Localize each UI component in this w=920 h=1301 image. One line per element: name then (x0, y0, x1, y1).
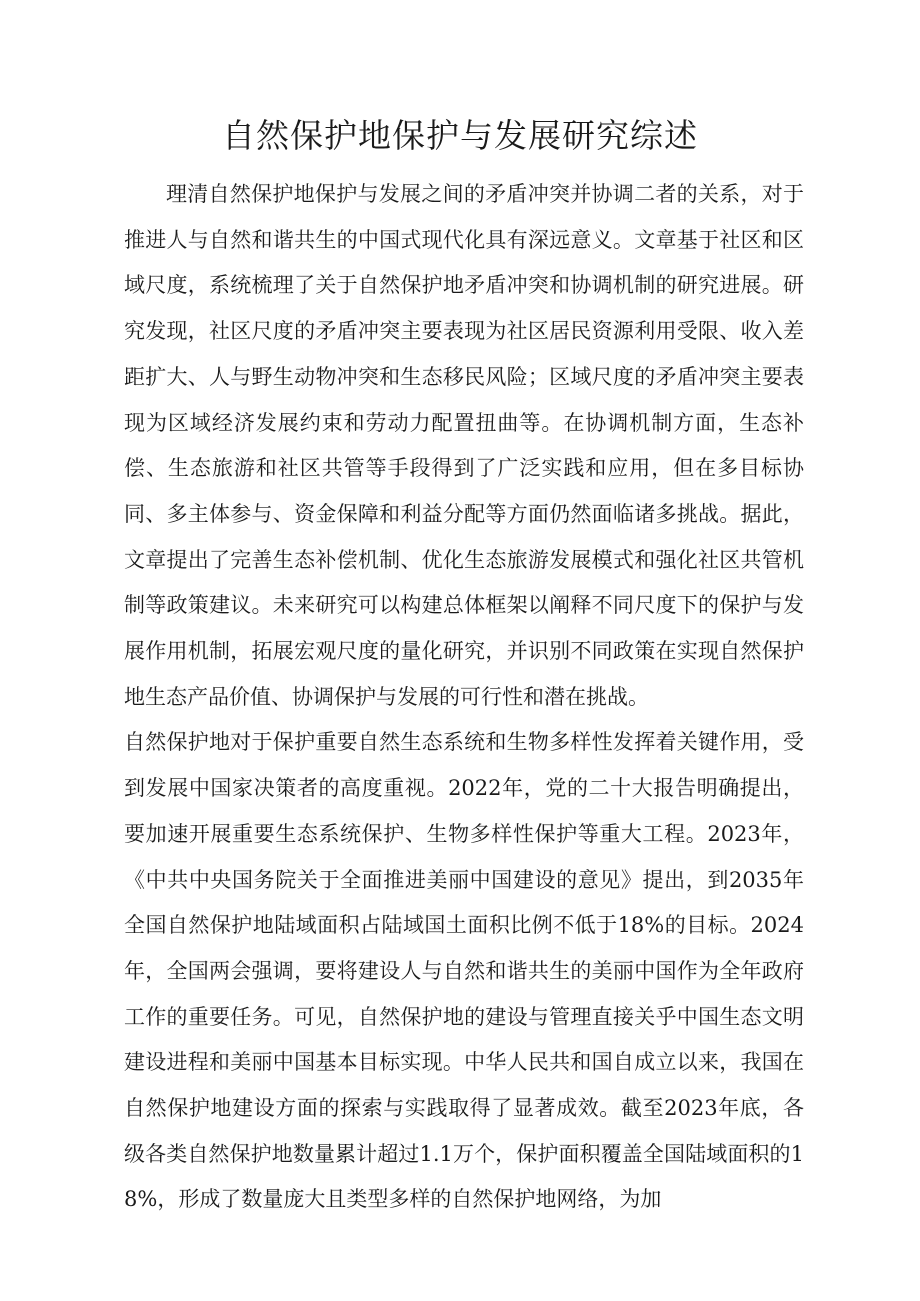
document-title: 自然保护地保护与发展研究综述 (222, 116, 698, 155)
document-body (124, 172, 804, 1223)
abstract-paragraph: 理清自然保护地保护与发展之间的矛盾冲突并协调二者的关系，对于推进人与自然和谐共生的中国式现代化具有深远意义。文章基于社区和区域尺度，系统梳理了关于自然保护地矛盾冲突和协调机制的研究进展。研究发现，社区尺度的矛盾冲突主要表现为社区居民资源利用受限、收入差距扩大、人与野生动物冲突和生态移民风险；区域尺度的矛盾冲突主要表现为区域经济发展约束和劳动力配置扭曲等。在协调机制方面，生态补偿、生态旅游和社区共管等手段得到了广泛实践和应用，但在多目标协同、多主体参与、资金保障和利益分配等方面仍然面临诸多挑战。据此，文章提出了完善生态补偿机制、优化生态旅游发展模式和强化社区共管机制等政策建议。未来研究可以构建总体框架以阐释不同尺度下的保护与发展作用机制，拓展宏观尺度的量化研究，并识别不同政策在实现自然保护地生态产品价值、协调保护与发展的可行性和潜在挑战。 (124, 182, 804, 709)
intro-paragraph: 自然保护地对于保护重要自然生态系统和生物多样性发挥着关键作用，受到发展中国家决策者的高度重视。2022年，党的二十大报告明确提出，要加速开展重要生态系统保护、生物多样性保护等重大工程。2023年，《中共中央国务院关于全面推进美丽中国建设的意见》提出，到2035年全国自然保护地陆域面积占陆域国土面积比例不低于18%的目标。2024年，全国两会强调，要将建设人与自然和谐共生的美丽中国作为全年政府工作的重要任务。可见，自然保护地的建设与管理直接关乎中国生态文明建设进程和美丽中国基本目标实现。中华人民共和国自成立以来，我国在自然保护地建设方面的探索与实践取得了显著成效。截至2023年底，各级各类自然保护地数量累计超过1.1万个，保护面积覆盖全国陆域面积的18%，形成了数量庞大且类型多样的自然保护地网络，为加 (124, 730, 804, 1212)
